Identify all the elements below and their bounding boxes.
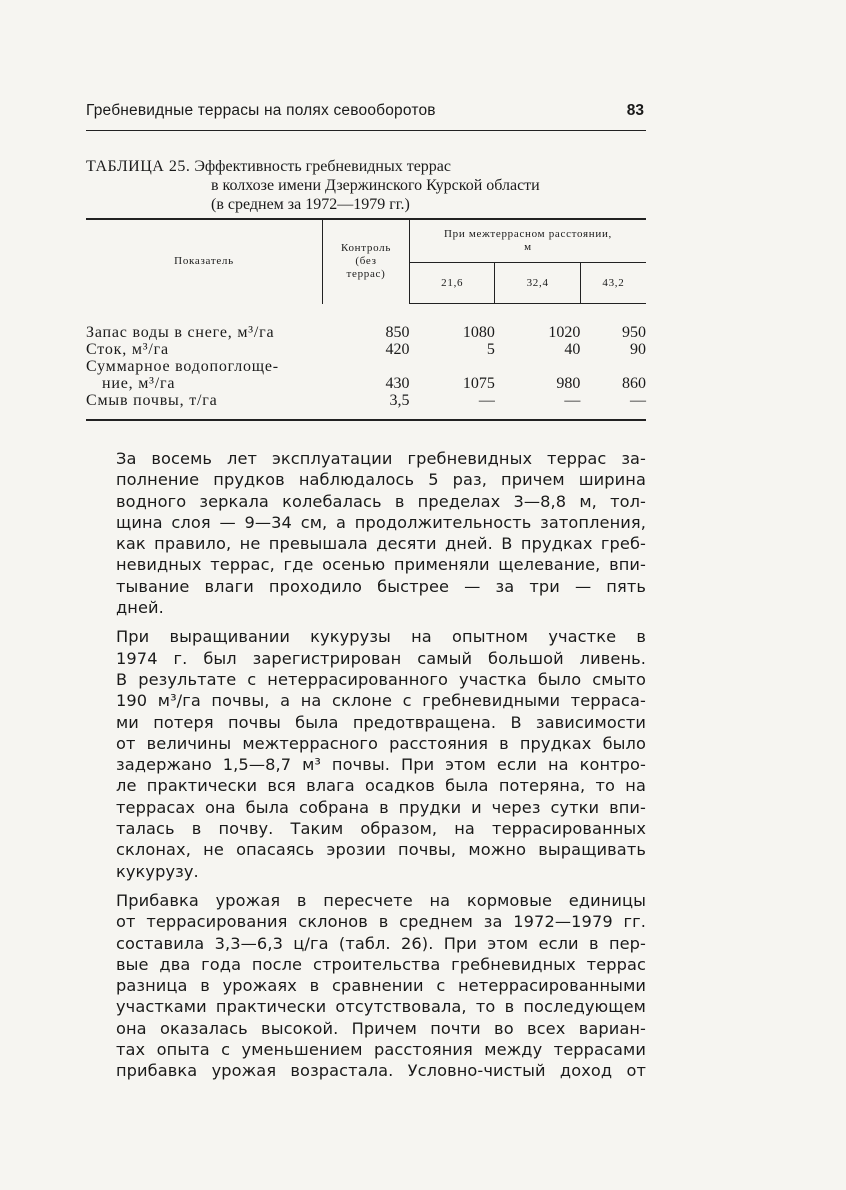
row-label: Смыв почвы, т/га [86, 392, 218, 409]
text-line: составила 3,3—6,3 ц/га (табл. 26). При этом если в пер- [116, 933, 646, 953]
cell-control: 850 [385, 324, 410, 341]
cell-distance-2: 40 [564, 341, 581, 358]
text-line: она оказалась высокой. Причем почти во всех вариан- [116, 1018, 646, 1038]
cell-distance-3: — [630, 392, 646, 409]
text-line: ми потеря почвы была предотвращена. В зависимости [116, 712, 646, 732]
table-row [86, 375, 646, 392]
paragraph-2 [86, 626, 646, 882]
header-distance-3: 43,2 [580, 263, 646, 304]
cell-distance-1: 1075 [462, 375, 495, 392]
text-line: щина слоя — 9—34 см, а продолжительность затопления, [116, 512, 646, 532]
text-line: полнение прудков наблюдалось 5 раз, причем ширина [116, 470, 646, 490]
text-line: склонах, не опасаясь эрозии почвы, можно выращивать [116, 840, 646, 860]
cell-distance-2: 980 [556, 375, 581, 392]
text-line: участками практически отсутствовала, то в последующем [116, 997, 646, 1017]
text-line: прибавка урожая возрастала. Условно-чистый доход от [116, 1061, 646, 1081]
row-label: ние, м³/га [102, 375, 176, 392]
row-label: Сток, м³/га [86, 341, 169, 358]
text-line: При выращивании кукурузы на опытном участке в [116, 627, 646, 647]
cell-distance-3 [580, 358, 646, 375]
text-line: 190 м³/га почвы, а на склоне с гребневидными терраса- [116, 691, 646, 711]
paragraph-3 [86, 890, 646, 1082]
cell-control: 3,5 [389, 392, 410, 409]
cell-distance-3: 90 [630, 341, 646, 358]
text-line: невидных террас, где осенью применяли щелевание, впи- [116, 555, 646, 575]
text-line: разница в урожаях в сравнении с нетеррасированными [116, 976, 646, 996]
cell-distance-1: 5 [486, 341, 495, 358]
text-line: от величины межтеррасного расстояния в прудках было [116, 733, 646, 753]
table-caption [86, 157, 656, 214]
text-line: водного зеркала колебалась в пределах 3—8,8 м, тол- [116, 491, 646, 511]
text-line: ле практически вся влага осадков была потеряна, то на [116, 776, 646, 796]
caption-title: Эффективность гребневидных террас [194, 158, 452, 175]
header-indicator: Показатель [86, 219, 323, 304]
text-line: Прибавка урожая в пересчете на кормовые единицы [116, 890, 646, 910]
cell-distance-1: — [478, 392, 495, 409]
header-distance-line-2: м [524, 241, 532, 253]
header-control-line-3: террас) [346, 268, 386, 281]
text-line: кукурузу. [116, 861, 199, 881]
text-line: тах опыта с уменьшением расстояния между террасами [116, 1040, 646, 1060]
cell-control: 420 [385, 341, 410, 358]
row-label: Запас воды в снеге, м³/га [86, 324, 275, 341]
header-distance-1: 21,6 [410, 263, 495, 304]
efficiency-table [86, 218, 646, 421]
header-control-line-2: (без [355, 255, 377, 268]
text-line: За восемь лет эксплуатации гребневидных террас за- [116, 449, 646, 468]
header-distance-2: 32,4 [495, 263, 580, 304]
caption-line-1 [86, 157, 656, 176]
cell-distance-2: 1020 [548, 324, 581, 341]
cell-distance-1 [410, 358, 495, 375]
table-label: ТАБЛИЦА 25. [86, 158, 191, 175]
caption-line-3: (в среднем за 1972—1979 гг.) [211, 196, 410, 213]
body-text [86, 448, 646, 1090]
header-distance-group [410, 219, 647, 263]
text-line: В результате с нетеррасированного участка было смыто [116, 669, 646, 689]
table-row [86, 341, 646, 358]
cell-distance-3: 860 [622, 375, 646, 392]
text-line: вые два года после строительства гребневидных террас [116, 954, 646, 974]
header-control-line-1: Контроль [340, 242, 392, 255]
cell-distance-2 [495, 358, 580, 375]
text-line: террасах она была собрана в прудки и через сутки впи- [116, 797, 646, 817]
text-line: как правило, не превышала десяти дней. В прудках греб- [116, 534, 646, 554]
text-line: от террасирования склонов в среднем за 1972—1979 гг. [116, 912, 646, 932]
paragraph-1 [86, 448, 646, 618]
caption-line-2: в колхозе имени Дзержинского Курской области [211, 177, 540, 194]
header-control [323, 219, 410, 304]
text-line: тывание влаги проходило быстрее — за три — пять [116, 576, 646, 596]
running-title: Гребневидные террасы на полях севооборотов [86, 102, 436, 119]
table-row [86, 358, 646, 375]
header-distance-line-1: При межтеррасном расстоянии, [443, 228, 613, 240]
text-line: 1974 г. был зарегистрирован самый большой ливень. [116, 648, 646, 668]
cell-control [323, 358, 410, 375]
page-number: 83 [626, 102, 644, 119]
row-label: Суммарное водопоглоще- [86, 358, 279, 375]
text-line: задержано 1,5—8,7 м³ почвы. При этом если на контро- [116, 755, 646, 775]
text-line: талась в почву. Таким образом, на террасированных [116, 819, 646, 839]
running-header [86, 96, 646, 131]
table-row [86, 392, 646, 409]
cell-control: 430 [385, 375, 410, 392]
cell-distance-3: 950 [622, 324, 646, 341]
cell-distance-1: 1080 [462, 324, 495, 341]
table-row [86, 324, 646, 341]
text-line: дней. [116, 598, 164, 618]
cell-distance-2: — [564, 392, 581, 409]
